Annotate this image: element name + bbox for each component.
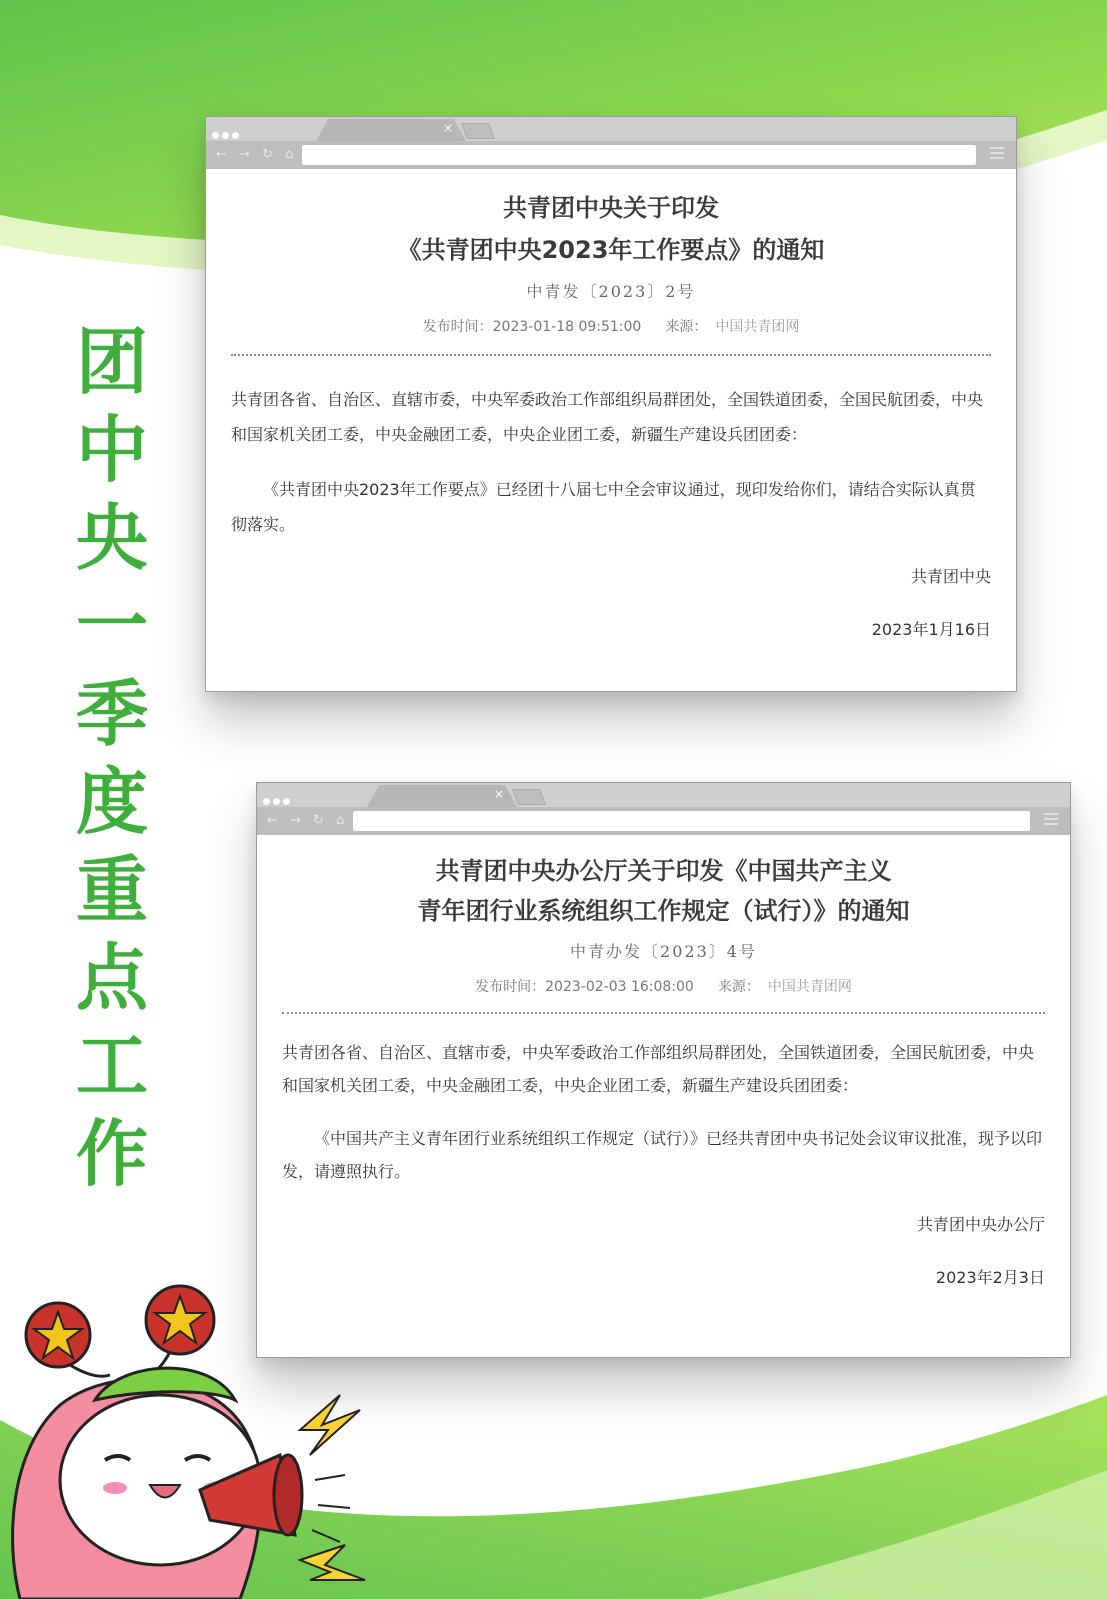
address-bar[interactable] bbox=[353, 811, 1030, 831]
source-label: 来源： bbox=[665, 319, 708, 335]
source-link[interactable]: 中国共青团网 bbox=[767, 979, 852, 995]
side-title-char: 中 bbox=[75, 408, 148, 492]
side-title-char: 度 bbox=[75, 760, 148, 844]
divider bbox=[282, 1012, 1045, 1014]
notice-title-line1: 共青团中央关于印发 bbox=[503, 194, 719, 222]
side-vertical-title bbox=[62, 318, 162, 1198]
nav-buttons-icon[interactable]: ← → ↻ ⌂ bbox=[267, 813, 349, 828]
notice-title-line2: 《共青团中央2023年工作要点》的通知 bbox=[397, 236, 825, 264]
browser-window-notice-1 bbox=[205, 116, 1017, 692]
recipients-paragraph: 共青团各省、自治区、直辖市委，中央军委政治工作部组织局群团处，全国铁道团委，全国民航团委，中央和国家机关团工委，中央金融团工委，中央企业团工委，新疆生产建设兵团团委： bbox=[282, 1043, 1035, 1095]
recipients-paragraph: 共青团各省、自治区、直辖市委，中央军委政治工作部组织局群团处，全国铁道团委，全国民航团委，中央和国家机关团工委，中央金融团工委，中央企业团工委，新疆生产建设兵团团委： bbox=[231, 390, 984, 444]
notice-title bbox=[231, 187, 991, 271]
notice-title-line1: 共青团中央办公厅关于印发《中国共产主义 bbox=[435, 857, 892, 885]
divider bbox=[231, 354, 991, 356]
notice-meta bbox=[282, 976, 1045, 996]
side-title-char: 央 bbox=[75, 496, 148, 580]
source-link[interactable]: 中国共青团网 bbox=[715, 319, 800, 335]
close-tab-icon[interactable]: × bbox=[443, 121, 454, 135]
publish-label: 发布时间： bbox=[475, 979, 546, 995]
browser-toolbar bbox=[257, 807, 1070, 835]
notice-date: 2023年1月16日 bbox=[871, 620, 991, 639]
new-tab-button[interactable] bbox=[461, 123, 495, 139]
menu-icon[interactable] bbox=[1044, 813, 1058, 828]
menu-icon[interactable] bbox=[990, 147, 1004, 162]
body-paragraph: 《共青团中央2023年工作要点》已经团十八届七中全会审议通过，现印发给你们，请结合实际认真贯彻落实。 bbox=[231, 480, 976, 534]
mascot-with-megaphone-illustration bbox=[0, 1280, 380, 1599]
notice-content bbox=[206, 187, 1016, 640]
notice-title bbox=[282, 851, 1045, 931]
side-title-char: 重 bbox=[75, 848, 148, 932]
notice-date: 2023年2月3日 bbox=[935, 1268, 1045, 1287]
lightning-icon bbox=[300, 1395, 360, 1455]
document-number: 中青办发〔2023〕4号 bbox=[570, 942, 757, 961]
address-bar[interactable] bbox=[302, 145, 976, 165]
document-number: 中青发〔2023〕2号 bbox=[526, 282, 696, 301]
signature: 共青团中央办公厅 bbox=[916, 1215, 1045, 1234]
side-title-char: 季 bbox=[75, 672, 148, 756]
browser-tab-bar bbox=[257, 783, 1070, 807]
new-tab-button[interactable] bbox=[512, 789, 546, 805]
close-tab-icon[interactable]: × bbox=[494, 787, 505, 801]
publish-label: 发布时间： bbox=[422, 319, 493, 335]
notice-title-line2: 青年团行业系统组织工作规定（试行）》的通知 bbox=[417, 897, 910, 925]
source-label: 来源： bbox=[717, 979, 760, 995]
notice-content bbox=[257, 851, 1070, 1288]
side-title-char: 点 bbox=[75, 936, 148, 1020]
lightning-icon bbox=[300, 1545, 365, 1580]
publish-time: 2023-01-18 09:51:00 bbox=[492, 319, 642, 335]
publish-time: 2023-02-03 16:08:00 bbox=[545, 979, 694, 995]
side-title-char: 作 bbox=[75, 1112, 148, 1196]
side-title-char: 一 bbox=[75, 584, 148, 668]
side-title-char: 工 bbox=[75, 1024, 148, 1108]
notice-meta bbox=[231, 316, 991, 336]
nav-buttons-icon[interactable]: ← → ↻ ⌂ bbox=[216, 147, 298, 162]
body-paragraph: 《中国共产主义青年团行业系统组织工作规定（试行）》已经共青团中央书记处会议审议批准，现予以印发，请遵照执行。 bbox=[282, 1129, 1043, 1181]
side-title-char: 团 bbox=[75, 320, 148, 404]
signature: 共青团中央 bbox=[910, 567, 991, 586]
browser-tab-bar bbox=[206, 117, 1016, 141]
browser-window-notice-2 bbox=[256, 782, 1071, 1358]
browser-toolbar bbox=[206, 141, 1016, 169]
